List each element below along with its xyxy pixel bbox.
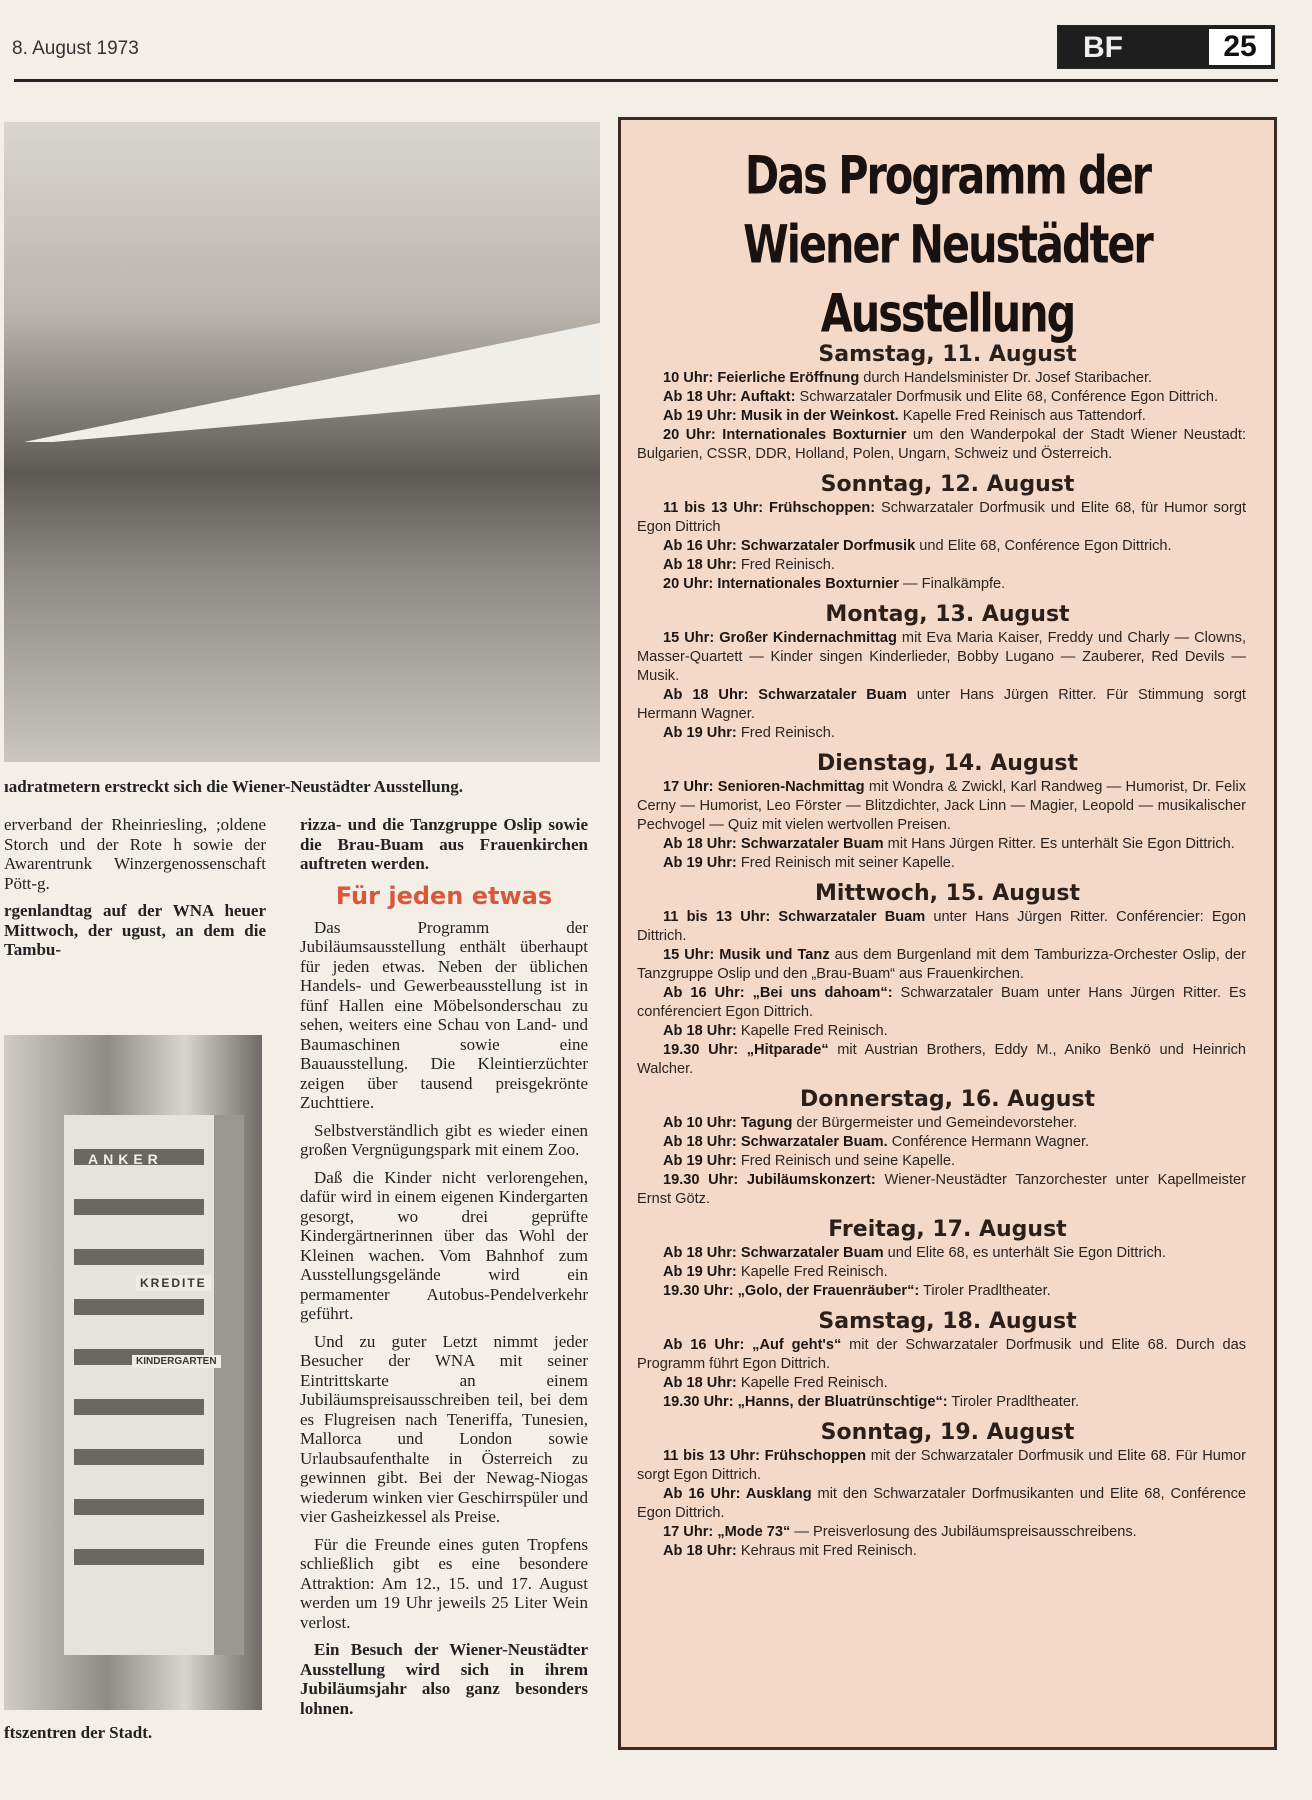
page-badge bbox=[1057, 25, 1275, 69]
entry-detail: mit Wondra & Zwickl, Karl Randweg — Humorist, Dr. Felix Cerny — Humorist, Leo Förster — Blitzdichter, Jack Linn — Magier, Leopold — musikalischer Pechvogel — Quiz mit vielen wertvollen Preisen. bbox=[637, 779, 1246, 833]
entry-detail: unter Hans Jürgen Ritter. Conférencier: Egon Dittrich. bbox=[637, 909, 1246, 944]
program-entry bbox=[595, 1447, 1274, 1485]
entry-detail: und Elite 68, Conférence Egon Dittrich. bbox=[915, 538, 1172, 554]
entry-time-title: Ab 18 Uhr: Schwarzataler Buam bbox=[663, 687, 907, 703]
paragraph: Und zu guter Letzt nimmt jeder Besucher der WNA mit seiner Eintrittskarte an einem Jubiläumspreisausschreiben teil, bei dem es Flugreisen nach Teneriffa, Tunesien, Mallorca und London sowie Urlaubsaufenthalte in Österreich zu gewinnen gibt. Bei der Newag-Niogas wiederum winken vier Geschirrspüler und vier Gasheizkessel als Preise. bbox=[300, 1331, 588, 1526]
program-entry bbox=[595, 984, 1274, 1022]
entry-time-title: Ab 16 Uhr: Schwarzataler Dorfmusik bbox=[663, 538, 916, 554]
paragraph: Für die Freunde eines guten Tropfens schließlich gibt es eine besondere Attraktion: Am 12., 15. und 17. August werden um 19 Uhr jeweils 25 Liter Wein verlost. bbox=[300, 1534, 588, 1632]
entry-detail: Conférence Hermann Wagner. bbox=[887, 1134, 1090, 1150]
entry-time-title: 17 Uhr: Senioren-Nachmittag bbox=[663, 779, 865, 795]
program-entry bbox=[595, 575, 1274, 594]
building bbox=[64, 1115, 244, 1655]
entry-detail: Tiroler Pradltheater. bbox=[919, 1283, 1051, 1299]
day-heading: Samstag, 18. August bbox=[818, 1309, 1077, 1334]
program-entry bbox=[595, 499, 1274, 537]
program-entry bbox=[595, 854, 1274, 873]
day-heading: Freitag, 17. August bbox=[828, 1217, 1067, 1242]
issue-date: 8. August 1973 bbox=[12, 38, 139, 59]
day-heading: Sonntag, 19. August bbox=[820, 1420, 1075, 1445]
program-entry bbox=[595, 537, 1274, 556]
entry-detail: mit Eva Maria Kaiser, Freddy und Charly — Clowns, Masser-Quartett — Kinder singen Kinderlieder, Bobby Lugano — Zauberer, Red Devils — Musik. bbox=[637, 630, 1246, 684]
entry-detail: — Preisverlosung des Jubiläumspreisausschreibens. bbox=[790, 1524, 1137, 1540]
entry-time-title: Ab 19 Uhr: bbox=[663, 1153, 737, 1169]
entry-time-title: Ab 18 Uhr: Schwarzataler Buam bbox=[663, 836, 884, 852]
entry-detail: Fred Reinisch. bbox=[736, 557, 835, 573]
entry-detail: Kapelle Fred Reinisch. bbox=[736, 1264, 888, 1280]
article-column-a bbox=[4, 815, 266, 968]
day-heading: Dienstag, 14. August bbox=[817, 751, 1078, 776]
program-entry bbox=[595, 778, 1274, 835]
entry-time-title: 11 bis 13 Uhr: Frühschoppen: bbox=[663, 500, 876, 516]
entry-time-title: Ab 18 Uhr: bbox=[663, 557, 737, 573]
entry-time-title: Ab 16 Uhr: „Bei uns dahoam“: bbox=[663, 985, 893, 1001]
header-rule bbox=[14, 79, 1278, 82]
entry-time-title: Ab 18 Uhr: Schwarzataler Buam bbox=[663, 1245, 884, 1261]
entry-time-title: 19.30 Uhr: „Hanns, der Bluatrünschtige“: bbox=[663, 1394, 948, 1410]
entry-time-title: Ab 18 Uhr: Auftakt: bbox=[663, 389, 796, 405]
entry-detail: Schwarzataler Buam unter Hans Jürgen Ritter. Es conférenciert Egon Dittrich. bbox=[637, 985, 1246, 1020]
entry-detail: um den Wanderpokal der Stadt Wiener Neustadt: Bulgarien, CSSR, DDR, Holland, Polen, Ungarn, Schweiz und Österreich. bbox=[637, 427, 1247, 462]
entry-time-title: Ab 18 Uhr: bbox=[663, 1023, 737, 1039]
entry-detail: Tiroler Pradltheater. bbox=[947, 1394, 1080, 1410]
program-entry bbox=[595, 1485, 1274, 1523]
paragraph: Daß die Kinder nicht verlorengehen, dafür wird in einem eigenen Kindergarten gesorgt, wo drei geprüfte Kindergärtnerinnen über das Wohl der Kleinen wachen. Vom Bahnhof zum Ausstellungsgelände wird ein permamenter Autobus-Pendelverkehr geführt. bbox=[300, 1167, 588, 1323]
program-entry bbox=[595, 1041, 1274, 1079]
entry-time-title: 19.30 Uhr: Jubiläumskonzert: bbox=[663, 1172, 876, 1188]
paragraph: Das Programm der Jubiläumsausstellung enthält überhaupt für jeden etwas. Neben der üblichen Handels- und Gewerbeausstellung ist in fünf Hallen eine Möbelsonderschau zu sehen, weiters eine Schau von Land- und Baumaschinen sowie eine Bauausstellung. Die Kleintierzüchter zeigen über tausend preisgekrönte Zuchttiere. bbox=[300, 917, 588, 1112]
program-entry bbox=[595, 1171, 1274, 1209]
title-line: Das Programm der bbox=[744, 143, 1151, 207]
entry-time-title: 15 Uhr: Musik und Tanz bbox=[663, 947, 830, 963]
entry-detail: aus dem Burgenland mit dem Tamburizza-Orchester Oslip, der Tanzgruppe Oslip und den „Brau-Buam“ aus Frauenkirchen. bbox=[637, 947, 1246, 982]
entry-time-title: 19.30 Uhr: „Hitparade“ bbox=[663, 1042, 829, 1058]
building-sign-kindergarten: KINDERGARTEN bbox=[132, 1355, 221, 1368]
entry-detail: und Elite 68, es unterhält Sie Egon Dittrich. bbox=[883, 1245, 1166, 1261]
program-entry bbox=[595, 1336, 1274, 1374]
entry-detail: mit Hans Jürgen Ritter. Es unterhält Sie Egon Dittrich. bbox=[883, 836, 1235, 852]
entry-time-title: Ab 16 Uhr: „Auf geht's“ bbox=[663, 1337, 842, 1353]
title-line: Wiener Neustädter Ausstellung bbox=[743, 212, 1152, 345]
program-entry bbox=[595, 686, 1274, 724]
photo-caption: ıadratmetern erstreckt sich die Wiener-Neustädter Ausstellung. bbox=[4, 777, 463, 796]
entry-detail: der Bürgermeister und Gemeindevorsteher. bbox=[792, 1115, 1078, 1131]
entry-detail: Fred Reinisch und seine Kapelle. bbox=[736, 1153, 956, 1169]
entry-detail: Schwarzataler Dorfmusik und Elite 68, für Humor sorgt Egon Dittrich bbox=[637, 500, 1246, 535]
entry-detail: Schwarzataler Dorfmusik und Elite 68, Conférence Egon Dittrich. bbox=[795, 389, 1219, 405]
section-label: BF bbox=[1083, 31, 1123, 64]
entry-time-title: 19.30 Uhr: „Golo, der Frauenräuber“: bbox=[663, 1283, 920, 1299]
entry-time-title: 17 Uhr: „Mode 73“ bbox=[663, 1524, 791, 1540]
entry-detail: mit der Schwarzataler Dorfmusik und Elite 68. Durch das Programm führt Egon Dittrich. bbox=[637, 1337, 1246, 1372]
entry-detail: Wiener-Neustädter Tanzorchester unter Kapellmeister Ernst Götz. bbox=[637, 1172, 1246, 1207]
program-box bbox=[618, 117, 1277, 1750]
entry-detail: Kapelle Fred Reinisch. bbox=[736, 1375, 888, 1391]
program-days bbox=[621, 342, 1274, 1561]
subheading: Für jeden etwas bbox=[335, 881, 553, 910]
city-building-photo bbox=[4, 1035, 262, 1710]
entry-detail: Kapelle Fred Reinisch aus Tattendorf. bbox=[898, 408, 1146, 424]
entry-time-title: Ab 10 Uhr: Tagung bbox=[663, 1115, 793, 1131]
day-heading: Mittwoch, 15. August bbox=[815, 881, 1080, 906]
entry-time-title: 11 bis 13 Uhr: Frühschoppen bbox=[663, 1448, 867, 1464]
program-entry bbox=[595, 1114, 1274, 1133]
program-entry bbox=[595, 1393, 1274, 1412]
program-entry bbox=[595, 724, 1274, 743]
entry-time-title: 10 Uhr: Feierliche Eröffnung bbox=[663, 370, 860, 386]
entry-detail: Fred Reinisch. bbox=[736, 725, 835, 741]
entry-detail: durch Handelsminister Dr. Josef Staribacher. bbox=[859, 370, 1153, 386]
program-entry bbox=[595, 1133, 1274, 1152]
entry-detail: Kapelle Fred Reinisch. bbox=[736, 1023, 888, 1039]
day-heading: Montag, 13. August bbox=[825, 602, 1070, 627]
program-entry bbox=[595, 1263, 1274, 1282]
entry-detail: mit der Schwarzataler Dorfmusik und Elite 68. Für Humor sorgt Egon Dittrich. bbox=[637, 1448, 1246, 1483]
entry-time-title: Ab 19 Uhr: bbox=[663, 855, 737, 871]
paragraph: rizza- und die Tanzgruppe Oslip sowie die Brau-Buam aus Frauenkirchen auftreten werden. bbox=[300, 815, 588, 873]
program-entry bbox=[595, 369, 1274, 388]
entry-time-title: Ab 19 Uhr: bbox=[663, 725, 737, 741]
entry-detail: Kehraus mit Fred Reinisch. bbox=[736, 1543, 917, 1559]
program-entry bbox=[595, 1022, 1274, 1041]
page-number: 25 bbox=[1209, 29, 1271, 65]
entry-time-title: Ab 19 Uhr: Musik in der Weinkost. bbox=[663, 408, 899, 424]
paragraph: rgenlandtag auf der WNA heuer Mittwoch, der ugust, an dem die Tambu- bbox=[4, 901, 266, 959]
program-entry bbox=[595, 556, 1274, 575]
entry-detail: mit den Schwarzataler Dorfmusikanten und Elite 68, Conférence Egon Dittrich. bbox=[637, 1486, 1246, 1521]
program-entry bbox=[595, 946, 1274, 984]
entry-detail: Fred Reinisch mit seiner Kapelle. bbox=[736, 855, 955, 871]
article-column-b bbox=[300, 815, 588, 1726]
exhibition-hall-photo bbox=[4, 122, 600, 762]
entry-time-title: 20 Uhr: Internationales Boxturnier bbox=[663, 427, 907, 443]
program-entry bbox=[595, 1244, 1274, 1263]
program-entry bbox=[595, 629, 1274, 686]
program-entry bbox=[595, 388, 1274, 407]
entry-time-title: Ab 16 Uhr: Ausklang bbox=[663, 1486, 812, 1502]
program-entry bbox=[595, 908, 1274, 946]
program-entry bbox=[595, 1523, 1274, 1542]
program-entry bbox=[595, 1282, 1274, 1301]
program-entry bbox=[595, 426, 1274, 464]
entry-time-title: Ab 18 Uhr: bbox=[663, 1375, 737, 1391]
paragraph: erverband der Rheinriesling, ;oldene Storch und der Rote h sowie der Awarentrunk Winzergenossenschaft Pött-g. bbox=[4, 815, 266, 893]
program-entry bbox=[595, 1374, 1274, 1393]
entry-time-title: Ab 18 Uhr: Schwarzataler Buam. bbox=[663, 1134, 888, 1150]
day-heading: Samstag, 11. August bbox=[818, 342, 1077, 367]
entry-detail: unter Hans Jürgen Ritter. Für Stimmung sorgt Hermann Wagner. bbox=[637, 687, 1246, 722]
entry-detail: — Finalkämpfe. bbox=[898, 576, 1006, 592]
entry-time-title: 15 Uhr: Großer Kindernachmittag bbox=[663, 630, 897, 646]
day-heading: Sonntag, 12. August bbox=[820, 472, 1075, 497]
entry-detail: mit Austrian Brothers, Eddy M., Aniko Benkö und Heinrich Walcher. bbox=[637, 1042, 1246, 1077]
program-entry bbox=[595, 835, 1274, 854]
program-entry bbox=[595, 1152, 1274, 1171]
closing-paragraph: Ein Besuch der Wiener-Neustädter Ausstellung wird sich in ihrem Jubiläumsjahr also ganz besonders lohnen. bbox=[300, 1640, 588, 1718]
program-entry bbox=[595, 1542, 1274, 1561]
photo-caption: ftszentren der Stadt. bbox=[4, 1723, 153, 1742]
program-title bbox=[621, 141, 1274, 348]
paragraph: Selbstverständlich gibt es wieder einen großen Vergnügungspark mit einem Zoo. bbox=[300, 1120, 588, 1159]
entry-time-title: 20 Uhr: Internationales Boxturnier bbox=[663, 576, 899, 592]
day-heading: Donnerstag, 16. August bbox=[799, 1087, 1096, 1112]
pavilion-roof bbox=[24, 322, 600, 442]
entry-time-title: 11 bis 13 Uhr: Schwarzataler Buam bbox=[663, 909, 926, 925]
program-entry bbox=[595, 407, 1274, 426]
building-sign-anker: ANKER bbox=[88, 1151, 163, 1167]
entry-time-title: Ab 19 Uhr: bbox=[663, 1264, 737, 1280]
building-sign-kredite: KREDITE bbox=[136, 1275, 211, 1291]
entry-time-title: Ab 18 Uhr: bbox=[663, 1543, 737, 1559]
